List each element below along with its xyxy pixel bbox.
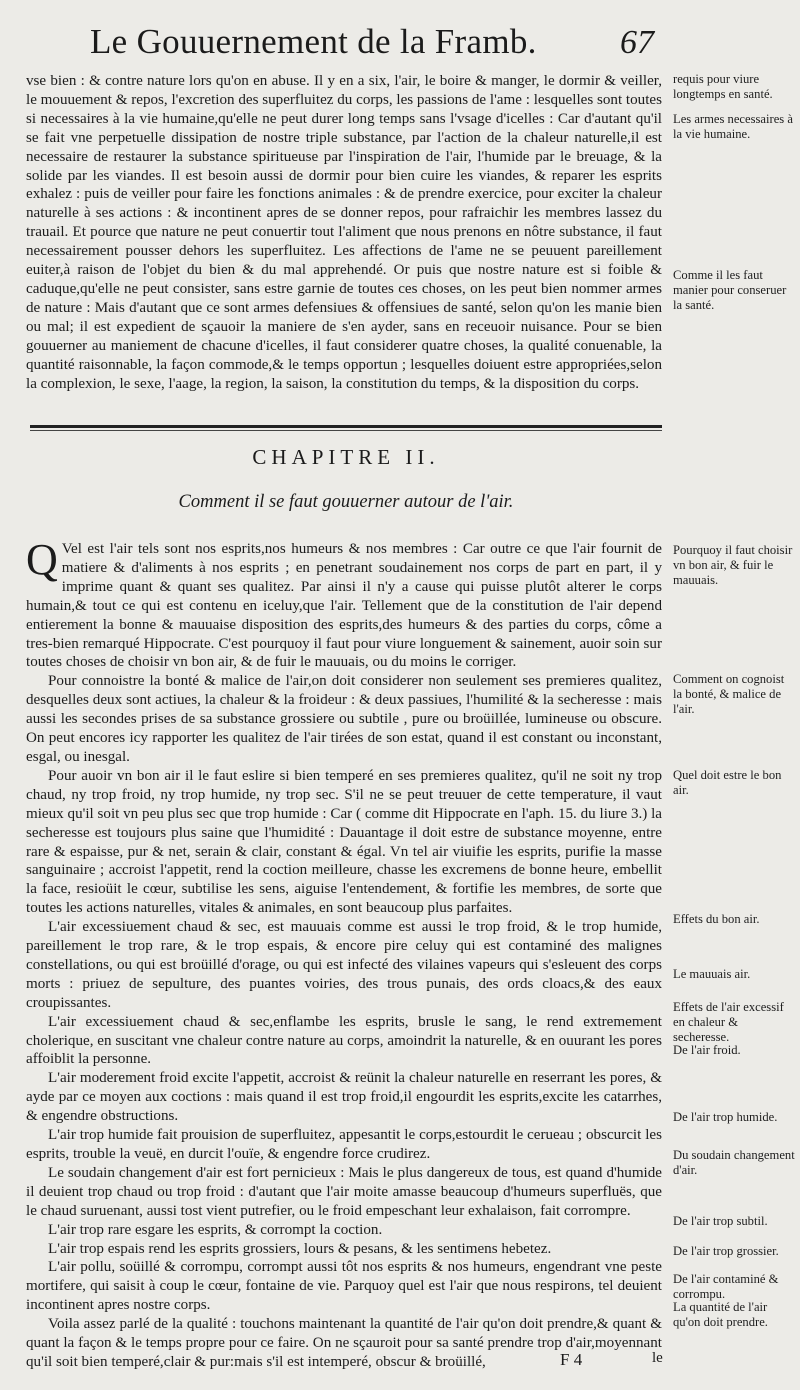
paragraph: Pour connoistre la bonté & malice de l'air,on doit considerer non seulement ses premieres qualitez, desquelles deux sont actiues, la chaleur & la froideur : & deux passiues, l'humilité & la secheresse : mais aussi les secondes prises de sa substance grossiere ou subtile , pure ou broüillée, lumineuse ou obscure. On peut encores icy rapporter les qualitez de l'air tirées de son estat, quand il est constant ou inconstant, esgal, ou inesgal. (26, 673, 662, 765)
paragraph-text: Vel est l'air tels sont nos esprits,nos humeurs & nos membres : Car outre ce que l'air fournit de matiere & d'aliments à nos esprits ; en penetrant soudainement nos corps de part en part, il y imprime quant & quant ses qualitez. Par ainsi il n'y a cause qui puisse plutôt alterer le corps humain,& tout ce qui est contenu en iceluy,que l'air. Tellement que de la constitution de l'air depend entierement la bonne & mauuaise disposition des esprits,des humeurs & des parties du corps, côme a tres-bien remarqué Hippocrate. C'est pourquoy il faut pour viure longuement & sainement, auoir soin sur toutes choses de choisir vn bon air, & de fuir le mauuais, ou du moins le corriger. (26, 541, 662, 671)
page-number: 67 (620, 24, 654, 61)
paragraph: Pour auoir vn bon air il le faut eslire si bien temperé en ses premieres qualitez, qu'il ne soit ny trop chaud, ny trop froid, ny trop humide, ny trop sec. S'il ne se peut treuuer de cette temperature, il vaut mieux qu'il soit vn peu plus sec que trop humide : Car ( comme dit Hippocrate en l'aph. 15. du liure 3.) la secheresse est toujours plus saine que l'humidité : Dauantage il doit estre de substance moyenne, entre rare & espaisse, pur & net, serain & clair, constant & égal. Vn tel air viuifie les esprits, purifie la masse sanguinaire ; accroist l'appetit, rend la coction meilleure, chasse les excremens de bonne heure, embellit la face, resioüit le cœur, subtilise les sens, aiguise l'entendement, & fortifie les membres, de sorte que toutes les actions naturelles, vitales & animales, en sont beaucoup plus parfaites. (26, 767, 662, 917)
section-divider-rule (30, 425, 662, 428)
margin-note: De l'air trop humide. (673, 1110, 778, 1124)
section-2-text (26, 535, 662, 1372)
margin-note: Pourquoy il faut choisir vn bon air, & fuir le mauuais. (673, 543, 793, 587)
margin-note: Comme il les faut manier pour conseruer la santé. (673, 268, 787, 312)
margin-note: Effets du bon air. (673, 912, 760, 926)
paragraph (26, 535, 662, 672)
margin-note: requis pour viure longtemps en santé. (673, 72, 773, 101)
margin-note: Effets de l'air excessif en chaleur & secheresse. (673, 1000, 784, 1044)
margin-note: De l'air froid. (673, 1043, 741, 1057)
chapter-heading: CHAPITRE II. (252, 445, 440, 469)
margin-note: La quantité de l'air qu'on doit prendre. (673, 1300, 768, 1329)
paragraph: L'air trop humide fait prouision de superfluitez, appesantit le corps,estourdit le cerueau ; obscurcit les esprits, trouble la veuë, en durcit l'ouïe, & engendre force crudirez. (26, 1127, 662, 1162)
margin-note: Du soudain changement d'air. (673, 1148, 795, 1177)
chapter-subtitle: Comment il se faut gouuerner autour de l'air. (178, 492, 514, 512)
catchword: le (652, 1350, 663, 1366)
drop-cap: Q (26, 535, 58, 584)
paragraph: L'air trop rare esgare les esprits, & corrompt la coction. (48, 1221, 383, 1238)
paragraph: L'air excessiuement chaud & sec, est mauuais comme est aussi le trop froid, & le trop humide, pareillement le trop rare, & le trop espais, & encore pire celuy qui est contaminé des malignes constellations, ou qui est broüillé d'orage, ou qui est infecté des vilaines vapeurs qui s'esleuent des corps morts : priuez de sepulture, des puantes voiries, des trous punais, des ords cloacs,& des eaux croupissantes. (26, 919, 662, 1011)
margin-note: Comment on cognoist la bonté, & malice de l'air. (673, 672, 785, 716)
signature-mark: F 4 (560, 1350, 583, 1369)
paragraph: L'air pollu, soüillé & corrompu, corrompt aussi tôt nos esprits & nos humeurs, engendrant vne peste mortifere, qui saisit à coup le cœur, fontaine de vie. Parquoy quel est l'air que nous respirons, tel deuient incontinent apres nostre corps. (26, 1259, 662, 1314)
paragraph: Le soudain changement d'air est fort pernicieux : Mais le plus dangereux de tous, est quand d'humide il deuient trop chaud ou trop froid : d'autant que l'air moite amasse beaucoup d'humeurs superfluës, que le chaud suruenant, aussi tost vient putrefier, ou le froid empeschant leur exhalaison, fait corrompre. (26, 1164, 662, 1219)
paragraph: L'air moderement froid excite l'appetit, accroist & reünit la chaleur naturelle en reserrant les pores, & ayde par ce moyen aux coctions : mais quand il est trop froid,il engourdit les esprits,excite les catarrhes, & engendre obstructions. (26, 1070, 662, 1125)
paragraph: vse bien : & contre nature lors qu'on en abuse. Il y en a six, l'air, le boire & manger, le dormir & veiller, le mouuement & repos, l'excretion des superfluitez du corps, les passions de l'ame : lesquelles sont toutes si necessaires à la vie humaine,qu'elle ne peut durer long temps sans l'vsage d'icelles : Car d'autant qu'il se fait vne perpetuelle dissipation de nostre triple substance, par l'action de la chaleur naturelle,il est necessaire de restaurer la substance spiritueuse par l'inspiration de l'air, l'humide par le breuage, & la solide par les viandes. Il est besoin aussi de dormir pour bien cuire les viandes, & reparer les esprits exhalez : puis de veiller pour faire les fonctions animales : & de prendre exercice, pour exciter la chaleur naturelle à ses actions : & incontinent apres de se donner repos, pour rafraichir les membres lassez du trauail. Et pource que nature ne peut conuertir tout l'aliment que nous prenons en nôtre substance, il faut necessairement pousser dehors les superfluitez. Les affections de l'ame ne se peuuent pareillement euiter,à raison de l'objet du bien & du mal apprehendé. Or puis que nostre nature est si foible & caduque,qu'elle ne peut consister, sans estre garnie de toutes ces choses, on les peut bien nommer armes de nature : Mais d'autant que ce sont armes defensiues & offensiues de santé, selon qu'on les manie bien ou mal; il est expedient de sçauoir la maniere de s'en ayder, sans en receuoir nuisance. Pour se bien gouuerner au maniement de chacune d'icelles, il faut considerer quatre choses, la qualité conuenable, la quantité raisonnable, la façon commode,& le temps opportun ; lesquelles doiuent estre appropriées,selon la complexion, le sexe, l'aage, la region, la saison, la constitution du temps, & la disposition du corps. (26, 73, 662, 392)
margin-note: De l'air trop subtil. (673, 1214, 768, 1228)
running-title: Le Gouuernement de la Framb. (90, 22, 537, 61)
margin-note: Quel doit estre le bon air. (673, 768, 782, 797)
margin-note: Les armes necessaires à la vie humaine. (673, 112, 793, 141)
paragraph: Voila assez parlé de la qualité : touchons maintenant la quantité de l'air qu'on doit prendre,& quant & quant la façon & le temps propre pour ce faire. On ne sçauroit pour sa santé prendre trop d'air,moyennant qu'il soit bien temperé,clair & pur:mais s'il est intemperé, obscur & broüillé, (26, 1316, 662, 1370)
paragraph: L'air trop espais rend les esprits grossiers, lours & pesans, & les sentimens hebetez. (48, 1240, 552, 1257)
margin-note: De l'air contaminé & corrompu. (673, 1272, 779, 1301)
margin-note: Le mauuais air. (673, 967, 751, 981)
paragraph: L'air excessiuement chaud & sec,enflambe les esprits, brusle le sang, le rend extremement cholerique, en suscitant vne chaleur contre nature au corps, amoindrit la naturelle, & en ouurant les pores affoiblit la personne. (26, 1013, 662, 1068)
margin-note: De l'air trop grossier. (673, 1244, 779, 1258)
section-1-text (26, 72, 662, 393)
